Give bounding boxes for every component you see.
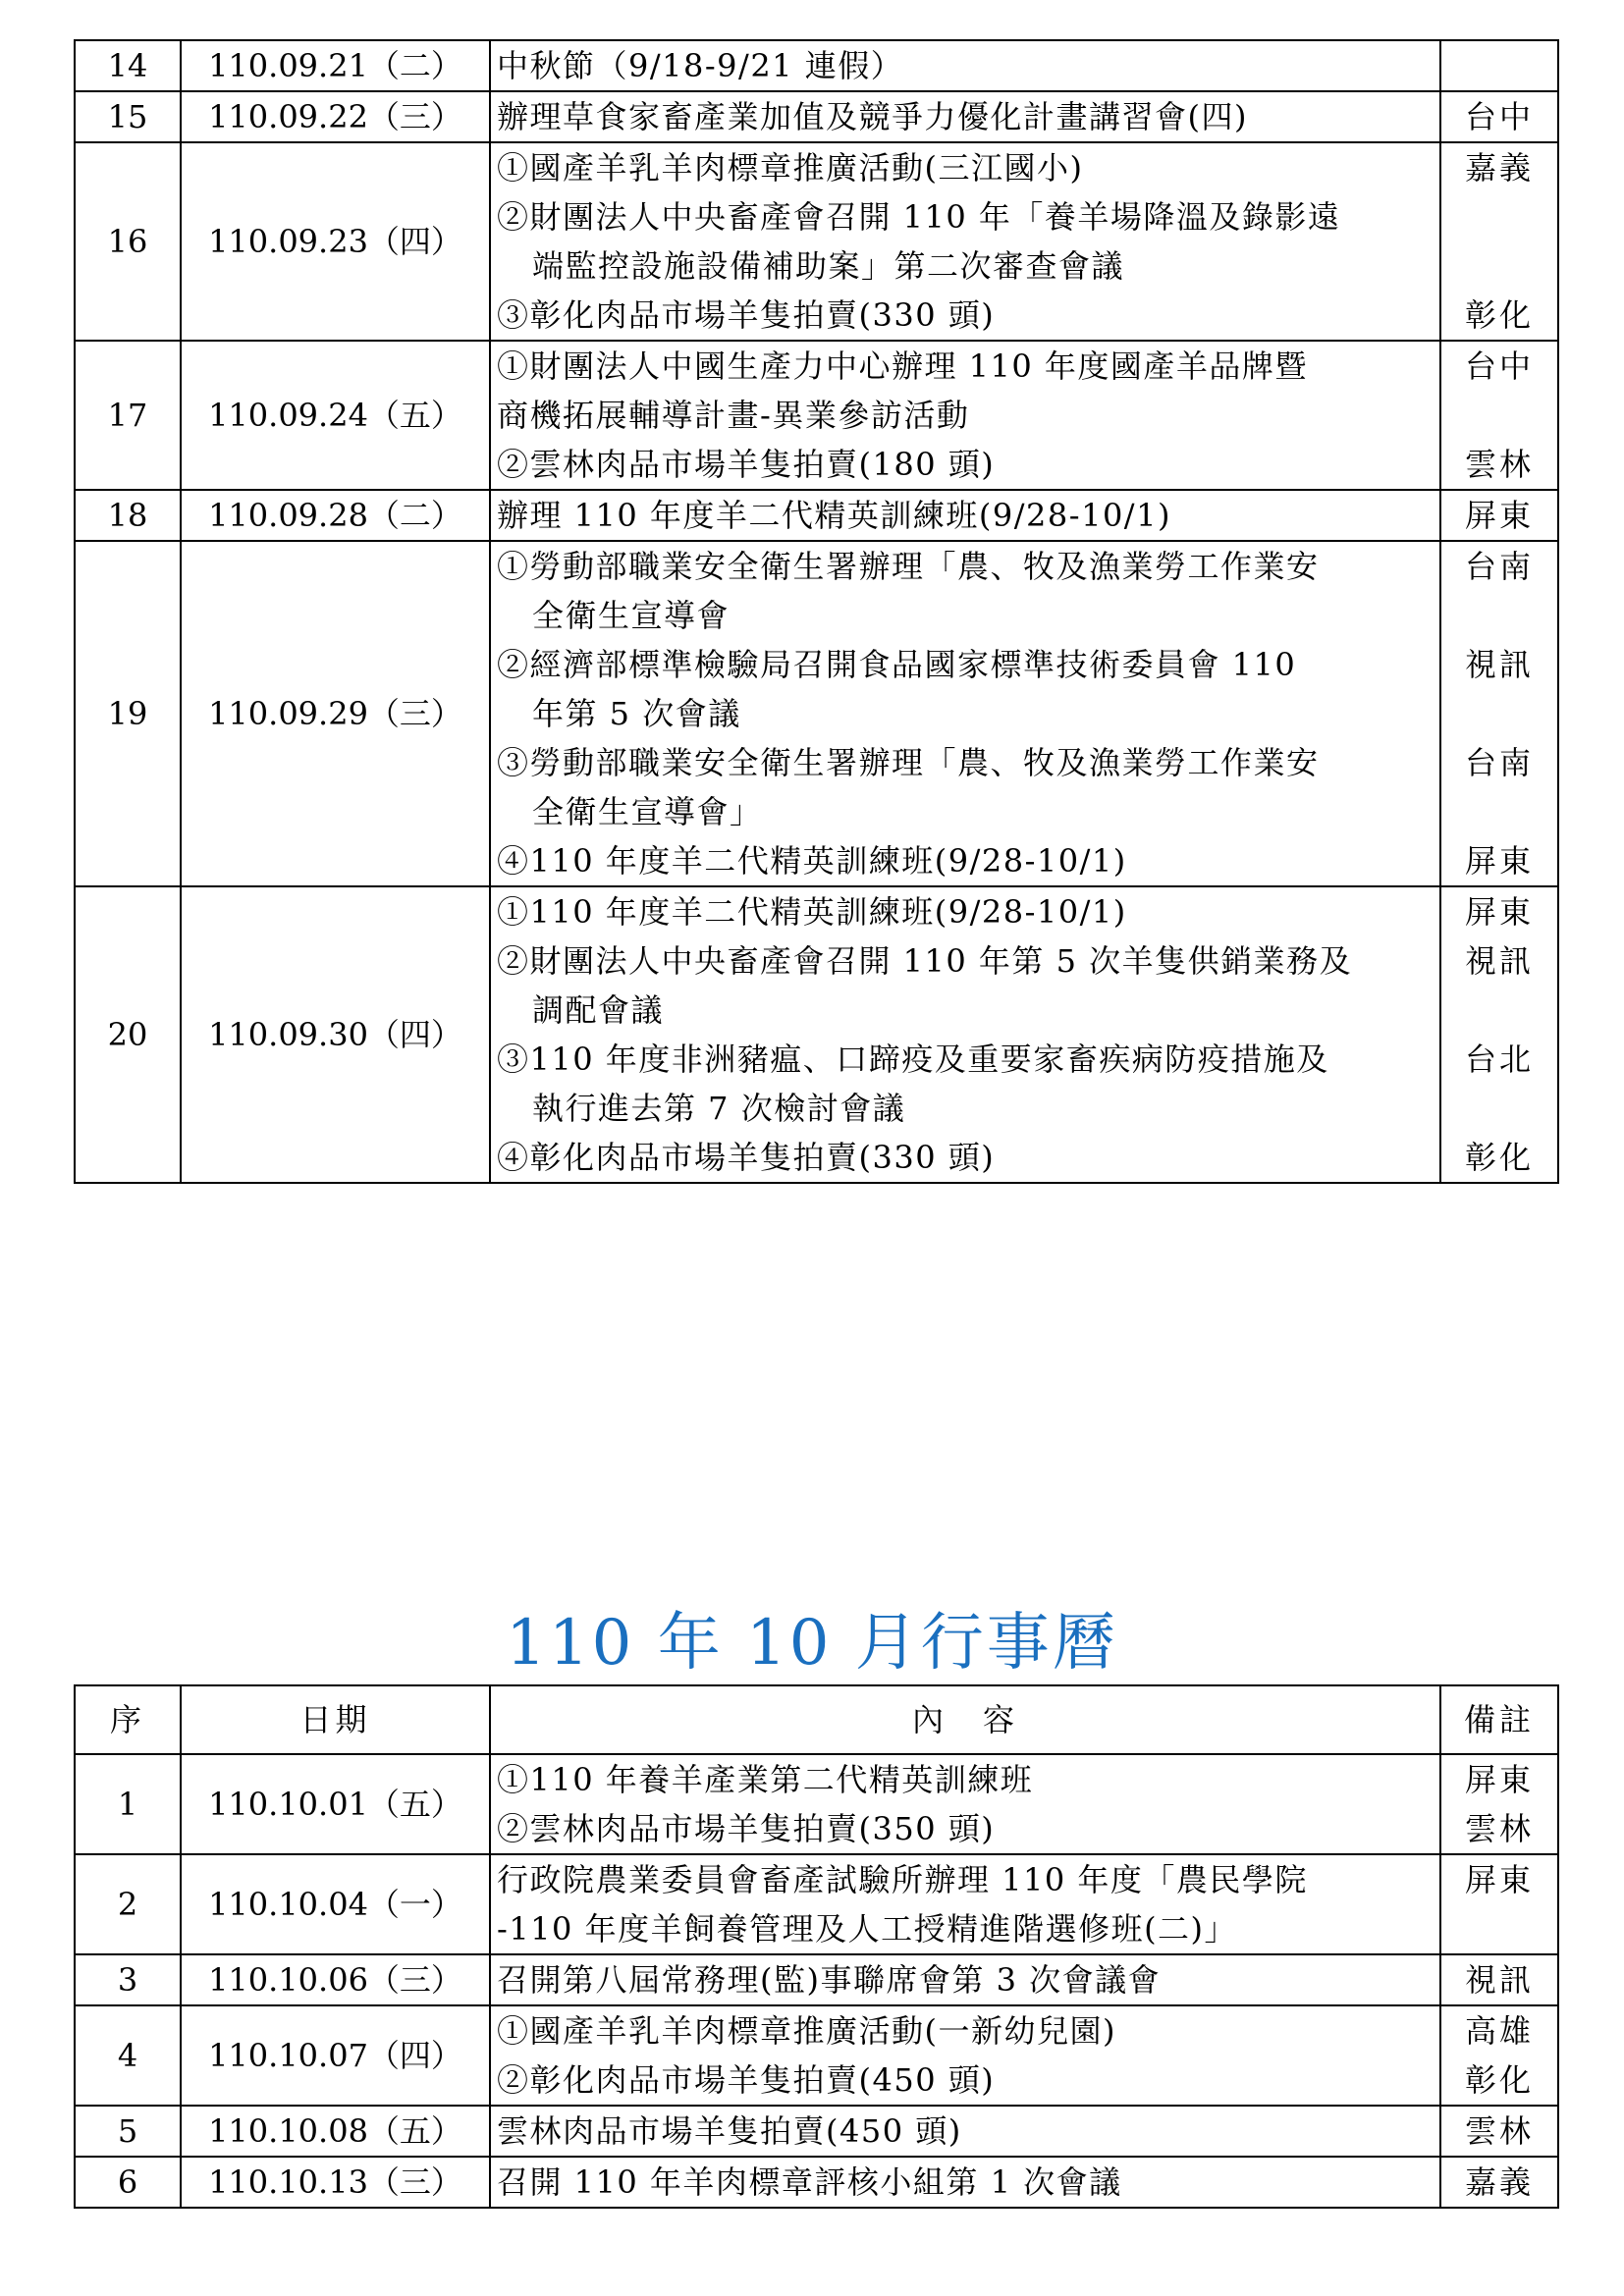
note-line [1441, 787, 1557, 836]
content-line: 全衛生宣導會」 [532, 793, 763, 830]
note-line [1441, 391, 1557, 440]
row-note [1440, 541, 1558, 886]
row-number: 5 [75, 2106, 181, 2157]
october-schedule-body [75, 1754, 1558, 2208]
content-line: ②雲林肉品市場羊隻拍賣(350 頭) [497, 1810, 996, 1847]
note-line [1441, 241, 1557, 291]
row-content [490, 2005, 1440, 2106]
content-line: ③110 年度非洲豬瘟、口蹄疫及重要家畜疾病防疫措施及 [497, 1041, 1329, 1078]
header-content: 內 容 [490, 1685, 1440, 1754]
table-row [75, 886, 1558, 1183]
row-date: 110.09.30（四） [181, 886, 490, 1183]
note-line: 屏東 [1464, 1761, 1534, 1798]
table-row [75, 2106, 1558, 2157]
row-content [490, 1954, 1440, 2005]
table-row [75, 1954, 1558, 2005]
content-line: 調配會議 [532, 991, 665, 1029]
content-line: ②彰化肉品市場羊隻拍賣(450 頭) [497, 2061, 996, 2099]
content-line: ①國產羊乳羊肉標章推廣活動(三江國小) [497, 149, 1084, 187]
row-date: 110.09.21（二） [181, 40, 490, 91]
row-date: 110.10.13（三） [181, 2157, 490, 2208]
row-note [1440, 886, 1558, 1183]
note-line: 台北 [1464, 1041, 1534, 1078]
note-line: 台中 [1464, 98, 1534, 135]
content-line: -110 年度羊飼養管理及人工授精進階選修班(二)」 [497, 1910, 1238, 1948]
table-row [75, 91, 1558, 142]
row-note [1440, 1754, 1558, 1854]
note-line [1441, 192, 1557, 241]
note-line: 視訊 [1464, 942, 1534, 980]
header-note: 備註 [1440, 1685, 1558, 1754]
row-date: 110.09.29（三） [181, 541, 490, 886]
row-content [490, 541, 1440, 886]
row-note [1440, 40, 1558, 91]
note-line: 屏東 [1464, 1861, 1534, 1898]
row-note [1440, 490, 1558, 541]
row-note [1440, 341, 1558, 490]
row-date: 110.10.04（一） [181, 1854, 490, 1954]
note-line: 台南 [1464, 548, 1534, 585]
row-date: 110.10.07（四） [181, 2005, 490, 2106]
row-content [490, 1854, 1440, 1954]
table-row [75, 40, 1558, 91]
row-content [490, 2106, 1440, 2157]
row-number: 17 [75, 341, 181, 490]
content-line: 年第 5 次會議 [532, 695, 741, 732]
note-line: 彰化 [1464, 296, 1534, 334]
content-line: 辦理草食家畜產業加值及競爭力優化計畫講習會(四) [497, 98, 1248, 135]
note-line: 屏東 [1464, 893, 1534, 931]
row-note [1440, 91, 1558, 142]
content-line: 行政院農業委員會畜產試驗所辦理 110 年度「農民學院 [497, 1861, 1308, 1898]
content-line: ①110 年度羊二代精英訓練班(9/28-10/1) [497, 893, 1127, 931]
row-date: 110.10.06（三） [181, 1954, 490, 2005]
september-schedule-table [74, 39, 1559, 1184]
row-note [1440, 2157, 1558, 2208]
row-note [1440, 2005, 1558, 2106]
table-row [75, 490, 1558, 541]
row-number: 2 [75, 1854, 181, 1954]
row-number: 14 [75, 40, 181, 91]
header-date: 日期 [181, 1685, 490, 1754]
note-line [1441, 1084, 1557, 1133]
content-line: ①財團法人中國生產力中心辦理 110 年度國產羊品牌暨 [497, 347, 1308, 385]
note-line: 彰化 [1464, 1139, 1534, 1176]
row-content [490, 142, 1440, 341]
table-row [75, 541, 1558, 886]
october-schedule-table [74, 1684, 1559, 2209]
table-row [75, 2005, 1558, 2106]
content-line: 雲林肉品市場羊隻拍賣(450 頭) [497, 2112, 962, 2150]
content-line: 辦理 110 年度羊二代精英訓練班(9/28-10/1) [497, 497, 1171, 534]
row-date: 110.09.23（四） [181, 142, 490, 341]
september-schedule-body [75, 40, 1558, 1183]
row-content [490, 91, 1440, 142]
row-number: 3 [75, 1954, 181, 2005]
content-line: ④彰化肉品市場羊隻拍賣(330 頭) [497, 1139, 996, 1176]
content-line: 執行進去第 7 次檢討會議 [532, 1090, 906, 1127]
note-line: 嘉義 [1464, 149, 1534, 187]
content-line: ①國產羊乳羊肉標章推廣活動(一新幼兒園) [497, 2012, 1116, 2050]
row-note [1440, 1954, 1558, 2005]
note-line: 嘉義 [1464, 2163, 1534, 2201]
row-note [1440, 142, 1558, 341]
table-row [75, 1854, 1558, 1954]
row-date: 110.10.08（五） [181, 2106, 490, 2157]
row-note [1440, 1854, 1558, 1954]
note-line: 屏東 [1464, 842, 1534, 880]
row-note [1440, 2106, 1558, 2157]
content-line: ②雲林肉品市場羊隻拍賣(180 頭) [497, 446, 996, 483]
row-date: 110.09.22（三） [181, 91, 490, 142]
row-content [490, 490, 1440, 541]
content-line: ②經濟部標準檢驗局召開食品國家標準技術委員會 110 [497, 646, 1297, 683]
note-line: 雲林 [1464, 1810, 1534, 1847]
header-row [75, 1685, 1558, 1754]
row-date: 110.09.28（二） [181, 490, 490, 541]
content-line: ③彰化肉品市場羊隻拍賣(330 頭) [497, 296, 996, 334]
row-number: 4 [75, 2005, 181, 2106]
row-number: 18 [75, 490, 181, 541]
row-content [490, 40, 1440, 91]
row-date: 110.10.01（五） [181, 1754, 490, 1854]
content-line: ①勞動部職業安全衛生署辦理「農、牧及漁業勞工作業安 [497, 548, 1320, 585]
content-line: 召開 110 年羊肉標章評核小組第 1 次會議 [497, 2163, 1122, 2201]
row-number: 20 [75, 886, 181, 1183]
table-row [75, 142, 1558, 341]
table-row [75, 2157, 1558, 2208]
note-line [1441, 591, 1557, 640]
content-line: ②財團法人中央畜產會召開 110 年「養羊場降溫及錄影遠 [497, 198, 1341, 236]
row-date: 110.09.24（五） [181, 341, 490, 490]
note-line [1441, 689, 1557, 738]
header-no: 序 [75, 1685, 181, 1754]
note-line: 彰化 [1464, 2061, 1534, 2099]
note-line: 屏東 [1464, 497, 1534, 534]
row-number: 1 [75, 1754, 181, 1854]
table-row [75, 1754, 1558, 1854]
row-number: 16 [75, 142, 181, 341]
content-line: 端監控設施設備補助案」第二次審查會議 [532, 247, 1125, 285]
note-line: 高雄 [1464, 2012, 1534, 2050]
note-line: 視訊 [1464, 1961, 1534, 1999]
note-line: 雲林 [1464, 2112, 1534, 2150]
note-line: 雲林 [1464, 446, 1534, 483]
content-line: ①110 年養羊產業第二代精英訓練班 [497, 1761, 1034, 1798]
content-line: ②財團法人中央畜產會召開 110 年第 5 次羊隻供銷業務及 [497, 942, 1353, 980]
content-line: 全衛生宣導會 [532, 597, 731, 634]
row-content [490, 886, 1440, 1183]
content-line: 召開第八屆常務理(監)事聯席會第 3 次會議會 [497, 1961, 1162, 1999]
content-line: ③勞動部職業安全衛生署辦理「農、牧及漁業勞工作業安 [497, 744, 1320, 781]
note-line [1441, 41, 1557, 90]
note-line [1441, 986, 1557, 1035]
content-line: 商機拓展輔導計畫-異業參訪活動 [497, 397, 970, 434]
note-line: 視訊 [1464, 646, 1534, 683]
content-line: 中秋節（9/18-9/21 連假） [497, 47, 904, 84]
row-content [490, 1754, 1440, 1854]
october-calendar-title: 110 年 10 月行事曆 [506, 1607, 1118, 1680]
note-line: 台中 [1464, 347, 1534, 385]
row-content [490, 2157, 1440, 2208]
note-line: 台南 [1464, 744, 1534, 781]
content-line: ④110 年度羊二代精英訓練班(9/28-10/1) [497, 842, 1127, 880]
row-number: 15 [75, 91, 181, 142]
table-row [75, 341, 1558, 490]
row-number: 19 [75, 541, 181, 886]
row-content [490, 341, 1440, 490]
row-number: 6 [75, 2157, 181, 2208]
